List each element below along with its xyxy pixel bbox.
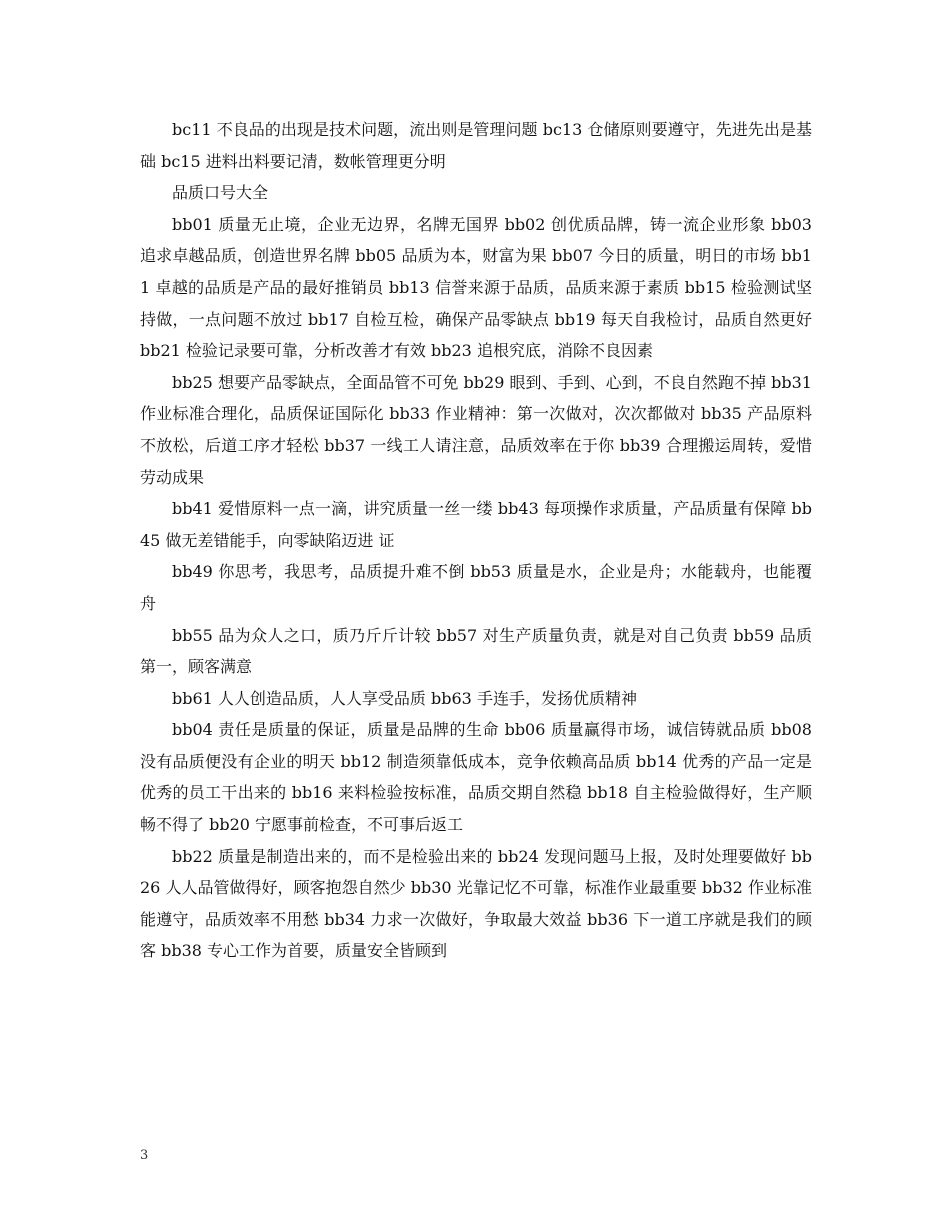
- document-body: [140, 114, 812, 967]
- paragraph-quality-slogans-1: bb01 质量无止境，企业无边界，名牌无国界 bb02 创优质品牌，铸一流企业形象 bb03 追求卓越品质，创造世界名牌 bb05 品质为本，财富为果 bb07 今日的质量，明日的市场 bb11 卓越的品质是产品的最好推销员 bb13 信誉来源于品质，品质来源于素质 bb15 检验测试坚持做，一点问题不放过 bb17 自检互检，确保产品零缺点 bb19 每天自我检讨，品质自然更好 bb21 检验记录要可靠，分析改善才有效 bb23 追根究底，消除不良因素: [140, 214, 812, 361]
- page-number: 3: [140, 1148, 149, 1163]
- paragraph-quality-slogans-2: bb25 想要产品零缺点，全面品管不可免 bb29 眼到、手到、心到，不良自然跑不掉 bb31 作业标准合理化，品质保证国际化 bb33 作业精神：第一次做对，次次都做对 bb35 产品原料不放松，后道工序才轻松 bb37 一线工人请注意，品质效率在于你 bb39 合理搬运周转，爱惜劳动成果: [140, 372, 812, 487]
- paragraph-quality-slogans-5: bb55 品为众人之口，质乃斤斤计较 bb57 对生产质量负责，就是对自己负责 bb59 品质第一，顾客满意: [140, 625, 812, 677]
- paragraph-quality-slogans-4: bb49 你思考，我思考，品质提升难不倒 bb53 质量是水，企业是舟；水能载舟，也能覆舟: [140, 562, 812, 613]
- paragraph-quality-slogans-7: bb04 责任是质量的保证，质量是品牌的生命 bb06 质量赢得市场，诚信铸就品质 bb08 没有品质便没有企业的明天 bb12 制造须靠低成本，竞争依赖高品质 bb14 优秀的产品一定是优秀的员工干出来的 bb16 来料检验按标准，品质交期自然稳 bb18 自主检验做得好，生产顺畅不得了 bb20 宁愿事前检查，不可事后返工: [140, 720, 812, 835]
- paragraph-quality-slogans-3: bb41 爱惜原料一点一滴，讲究质量一丝一缕 bb43 每项操作求质量，产品质量有保障 bb45 做无差错能手，向零缺陷迈进 证: [140, 499, 812, 550]
- paragraph-storage-slogans: bc11 不良品的出现是技术问题，流出则是管理问题 bc13 仓储原则要遵守，先进先出是基础 bc15 进料出料要记清，数帐管理更分明: [140, 120, 812, 171]
- paragraph-quality-slogans-6: bb61 人人创造品质，人人享受品质 bb63 手连手，发扬优质精神: [172, 688, 637, 708]
- paragraph-quality-slogans-8: bb22 质量是制造出来的，而不是检验出来的 bb24 发现问题马上报，及时处理要做好 bb26 人人品管做得好，顾客抱怨自然少 bb30 光靠记忆不可靠，标准作业最重要 bb32 作业标准能遵守，品质效率不用愁 bb34 力求一次做好，争取最大效益 bb36 下一道工序就是我们的顾客 bb38 专心工作为首要，质量安全皆顾到: [140, 846, 812, 961]
- section-heading: 品质口号大全: [172, 183, 269, 203]
